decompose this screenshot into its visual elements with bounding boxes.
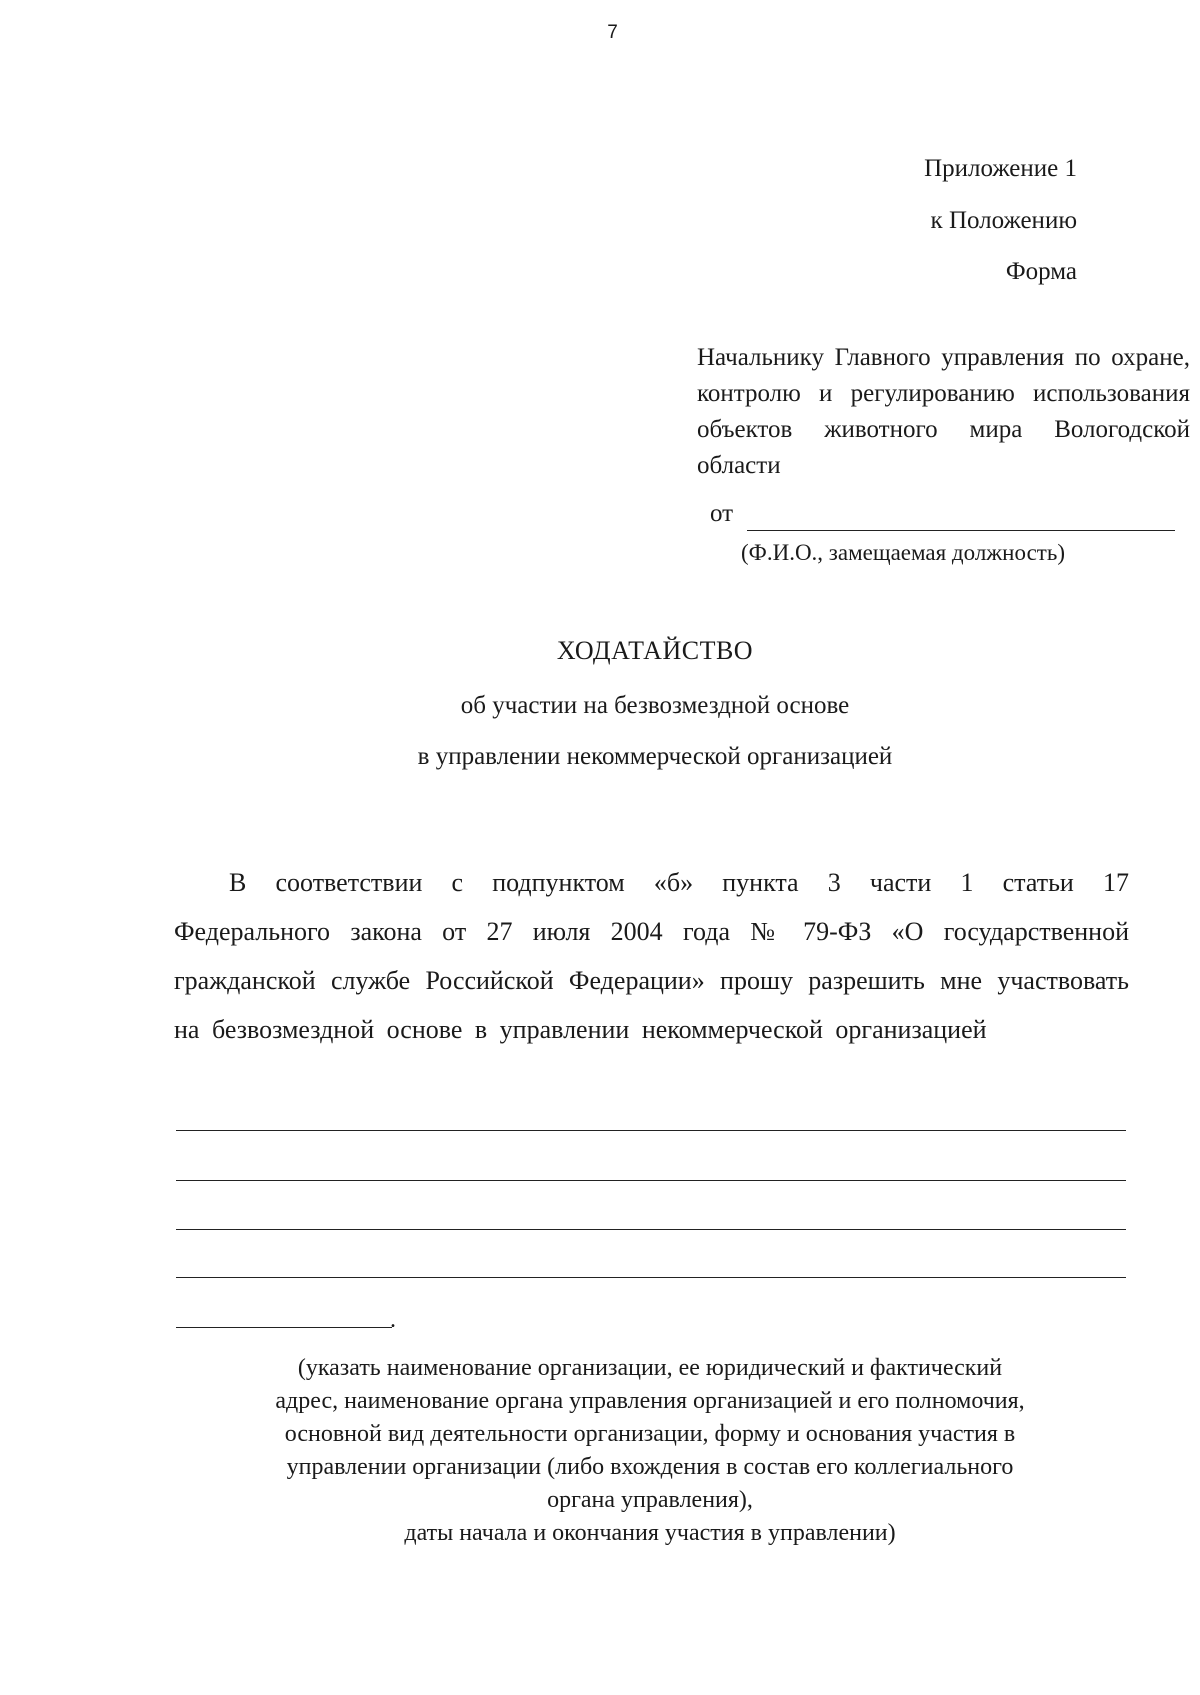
organization-fill-line-4[interactable]: [176, 1277, 1126, 1278]
organization-fill-line-5[interactable]: [176, 1327, 392, 1328]
document-subtitle-2: в управлении некоммерческой организацией: [417, 743, 893, 770]
request-body: [174, 858, 1129, 1054]
page-number: 7: [607, 22, 618, 43]
note-line-3: основной вид деятельности организации, форму и основания участия в: [284, 1421, 1016, 1447]
sender-fill-line[interactable]: [747, 530, 1175, 531]
fill-end-period: .: [390, 1307, 396, 1333]
document-subtitle-1: об участии на безвозмездной основе: [460, 692, 850, 719]
document-title: ХОДАТАЙСТВО: [556, 636, 754, 665]
request-paragraph: В соответствии с подпунктом «б» пункта 3 части 1 статьи 17 Федерального закона от 27 июля 2004 года № 79-ФЗ «О государственной гражданской службе Российской Федерации» прошу разрешить мне участвовать на безвозмездной основе в управлении некоммерческой организацией: [174, 868, 1129, 1044]
form-label: Форма: [1005, 258, 1077, 285]
note-line-4: управлении организации (либо вхождения в состав его коллегиального: [286, 1454, 1014, 1480]
organization-fill-line-3[interactable]: [176, 1229, 1126, 1230]
note-line-6: даты начала и окончания участия в управлении): [404, 1520, 896, 1546]
appendix-label: Приложение 1: [924, 155, 1077, 182]
note-line-2: адрес, наименование органа управления организацией и его полномочия,: [275, 1388, 1025, 1414]
note-line-1: (указать наименование организации, ее юридический и фактический: [297, 1355, 1003, 1381]
organization-fill-line-2[interactable]: [176, 1180, 1126, 1181]
instruction-note: [180, 1352, 1120, 1550]
appendix-reference: к Положению: [930, 207, 1077, 234]
addressee-text: Начальнику Главного управления по охране, контролю и регулированию использования объектов животного мира Вологодской области: [697, 344, 1190, 479]
organization-fill-line-1[interactable]: [176, 1130, 1126, 1131]
addressee-block: [697, 340, 1190, 484]
note-line-5: органа управления),: [547, 1487, 753, 1513]
sender-caption: (Ф.И.О., замещаемая должность): [741, 540, 1065, 565]
from-label: от: [710, 500, 734, 527]
